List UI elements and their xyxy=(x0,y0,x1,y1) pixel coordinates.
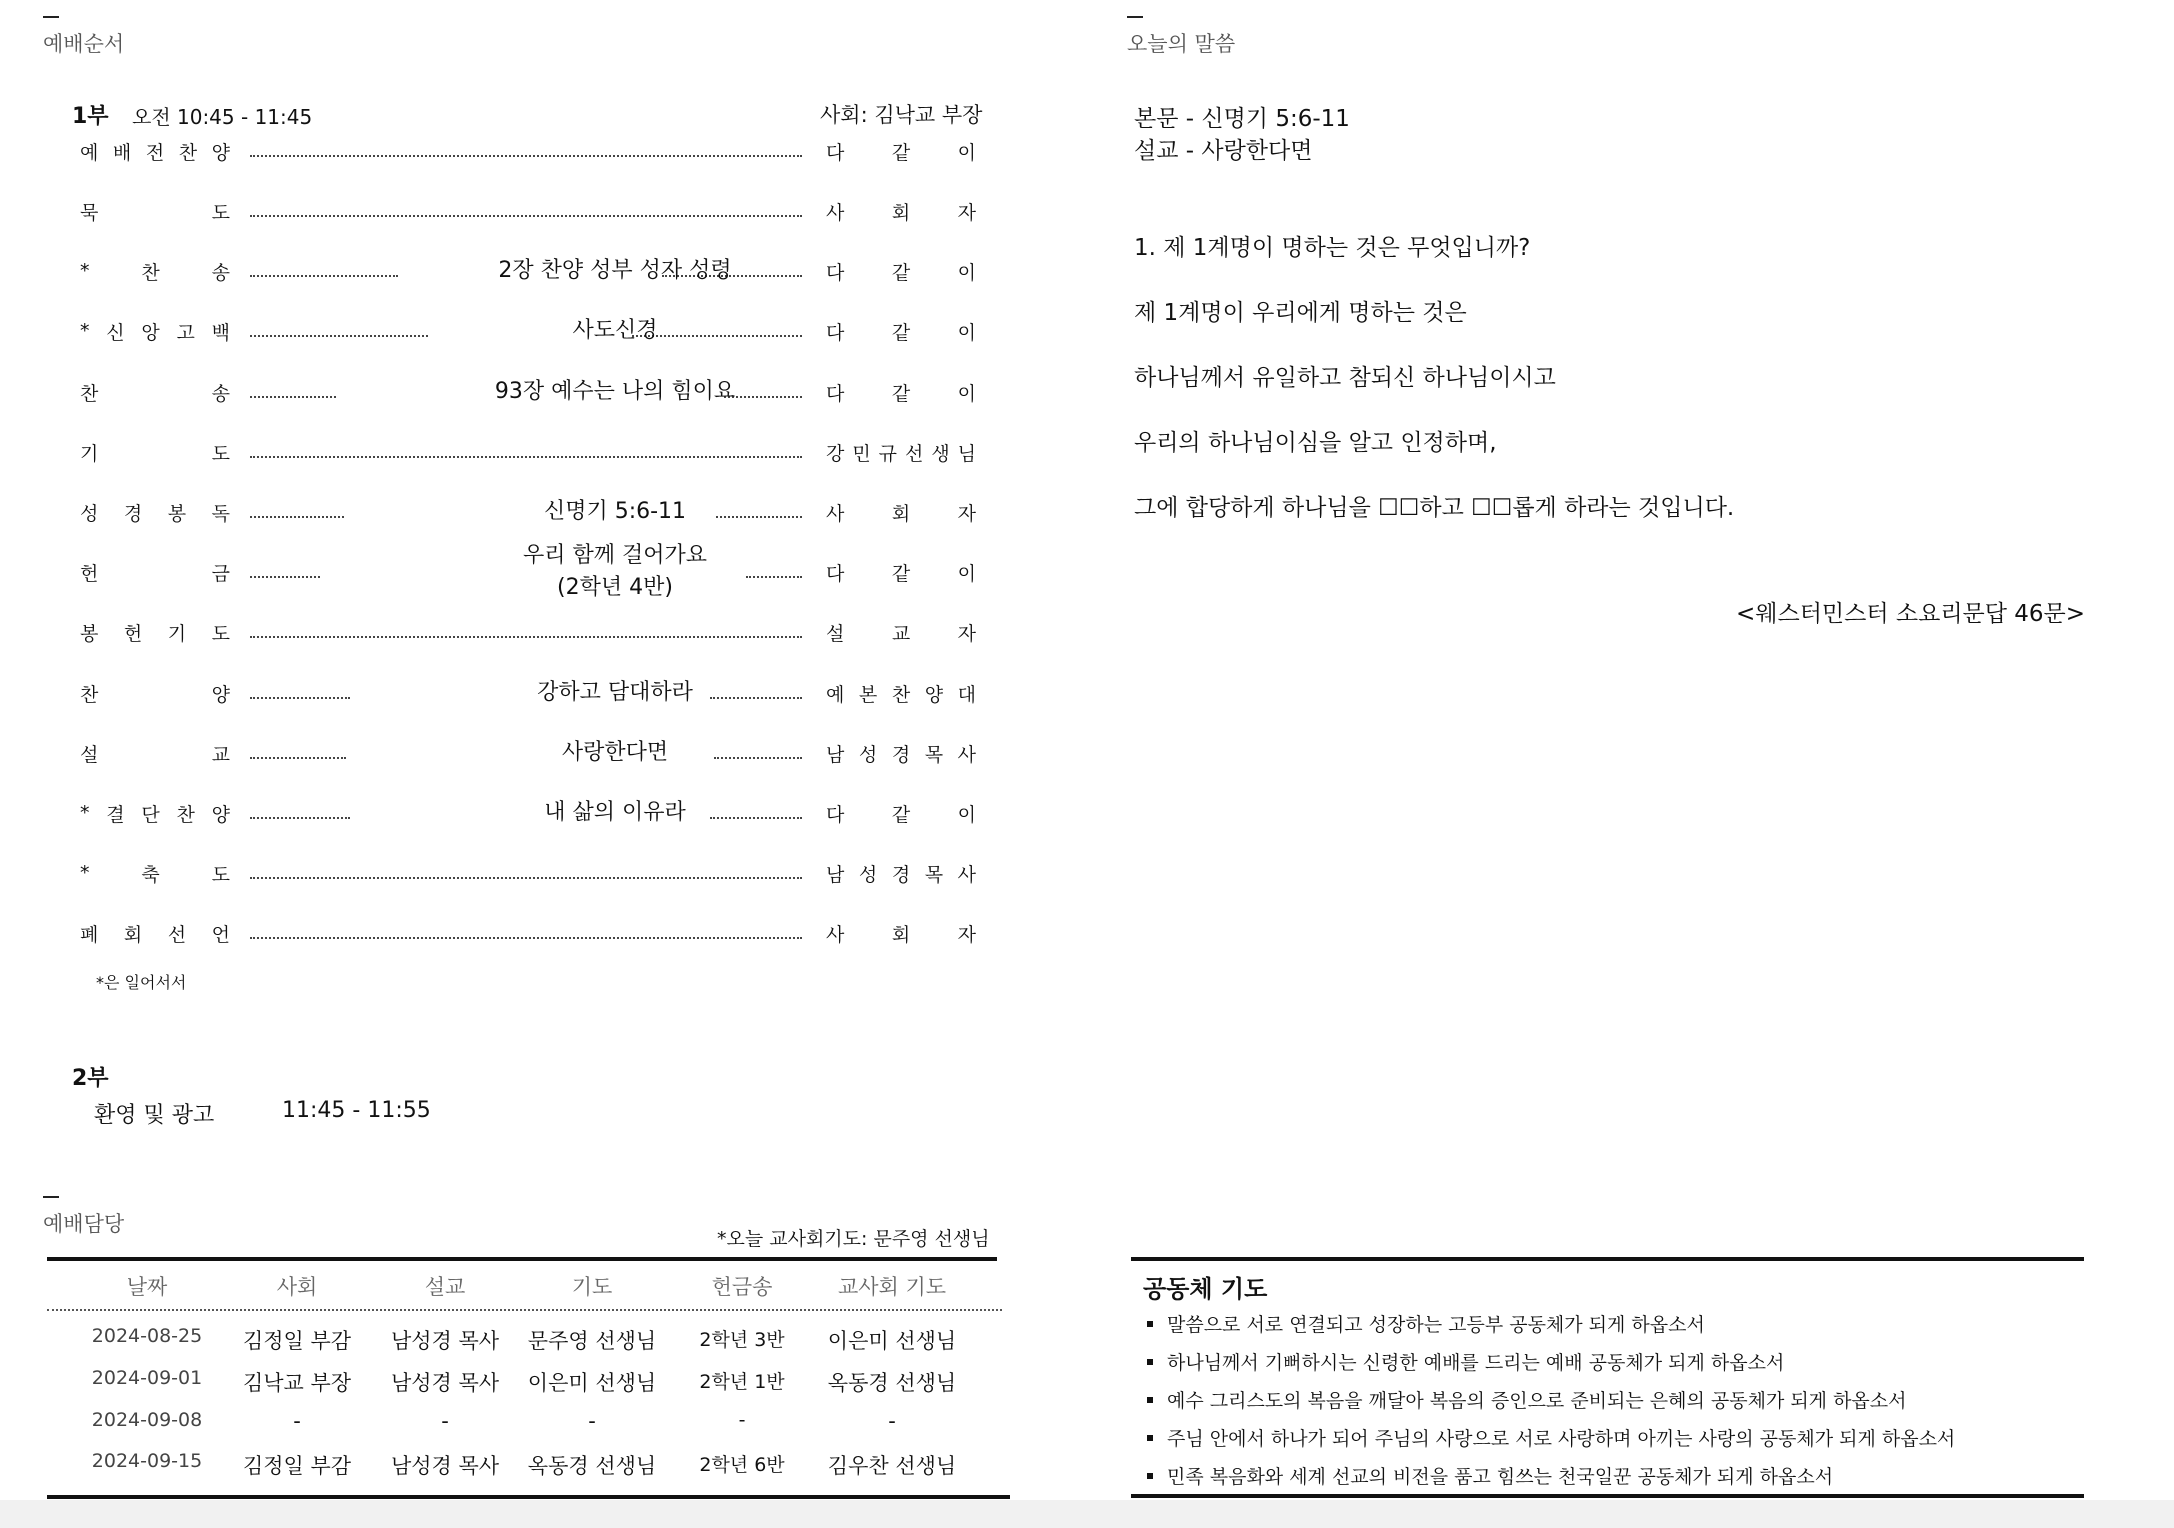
order-item-content: 내 삶의 이유라 xyxy=(544,800,686,825)
order-item-name: 묵 도 xyxy=(80,201,230,224)
order-row xyxy=(80,251,980,291)
table-cell: 2024-08-25 xyxy=(91,1325,203,1347)
order-item-leader: 다 같 이 xyxy=(826,382,976,405)
order-item-content: 사랑한다면 xyxy=(561,740,669,765)
prayer-item xyxy=(1147,1462,1833,1489)
sermon-title: 설교 - 사랑한다면 xyxy=(1134,138,1313,164)
order-row xyxy=(80,432,980,472)
prayer-item-text: 주님 안에서 하나가 되어 주님의 사랑으로 서로 사랑하며 아끼는 사랑의 공동체가 되게 하옵소서 xyxy=(1167,1428,1956,1450)
table-cell: 2024-09-08 xyxy=(91,1409,203,1431)
order-item-leader: 설 교 자 xyxy=(826,622,976,645)
part1-time: 오전 10:45 - 11:45 xyxy=(132,105,313,129)
order-item-name: 설 교 xyxy=(80,743,230,766)
table-cell: 김우찬 선생님 xyxy=(827,1454,957,1478)
table-cell: 김정일 부감 xyxy=(242,1329,352,1353)
dot-leader xyxy=(250,817,350,819)
part1-host: 사회: 김낙교 부장 xyxy=(820,103,983,127)
table-cell: - xyxy=(588,1409,596,1433)
order-row xyxy=(80,853,980,893)
order-row xyxy=(80,913,980,953)
order-item-name: * 결 단 찬 양 xyxy=(80,802,230,826)
order-item-name: * 신 앙 고 백 xyxy=(80,320,230,344)
order-item-leader: 다 같 이 xyxy=(826,141,976,164)
order-item-leader: 강 민 규 선 생 님 xyxy=(826,442,976,465)
catechism-answer-line: 제 1계명이 우리에게 명하는 것은 xyxy=(1134,300,1467,326)
order-row xyxy=(80,612,980,652)
table-top-rule xyxy=(47,1257,997,1261)
dot-leader xyxy=(250,757,346,759)
order-row xyxy=(80,131,980,171)
bullet-icon xyxy=(1147,1321,1153,1327)
standing-note: *은 일어서서 xyxy=(96,973,187,992)
schedule-section-title: 예배담당 xyxy=(43,1212,125,1236)
catechism-answer-line: 우리의 하나님이심을 알고 인정하며, xyxy=(1134,430,1497,456)
catechism-answer-line: 하나님께서 유일하고 참되신 하나님이시고 xyxy=(1134,365,1556,391)
table-cell: 옥동경 선생님 xyxy=(827,1371,957,1395)
table-cell: 2학년 3반 xyxy=(699,1329,785,1351)
bullet-icon xyxy=(1147,1473,1153,1479)
order-item-name: * 찬 송 xyxy=(80,260,230,284)
order-item-content: 사도신경 xyxy=(572,318,658,343)
table-cell: 2학년 1반 xyxy=(699,1371,785,1393)
section-tick xyxy=(1127,16,1143,18)
order-row xyxy=(80,372,980,412)
order-item-content: 신명기 5:6-11 xyxy=(543,499,687,524)
prayer-item-text: 민족 복음화와 세계 선교의 비전을 품고 힘쓰는 천국일꾼 공동체가 되게 하옵소서 xyxy=(1167,1466,1834,1488)
bullet-icon xyxy=(1147,1397,1153,1403)
table-header-cell: 기도 xyxy=(571,1275,613,1299)
order-item-name: 기 도 xyxy=(80,442,230,465)
table-header-cell: 설교 xyxy=(424,1275,466,1299)
order-row xyxy=(80,311,980,351)
order-item-content: 93장 예수는 나의 힘이요 xyxy=(494,379,736,404)
table-header-cell: 사회 xyxy=(276,1275,318,1299)
table-cell: 남성경 목사 xyxy=(390,1454,500,1478)
table-cell: 김낙교 부장 xyxy=(242,1371,352,1395)
dot-leader xyxy=(250,155,802,157)
dot-leader xyxy=(250,697,350,699)
prayer-item xyxy=(1147,1386,1907,1413)
table-header-divider xyxy=(47,1309,1002,1311)
table-cell: - xyxy=(293,1409,301,1433)
prayer-bottom-rule xyxy=(1131,1494,2084,1498)
table-cell: 옥동경 선생님 xyxy=(527,1454,657,1478)
table-cell: 2학년 6반 xyxy=(699,1454,785,1476)
table-header-cell: 헌금송 xyxy=(711,1275,773,1299)
order-section-title: 예배순서 xyxy=(43,32,125,56)
table-cell: 이은미 선생님 xyxy=(527,1371,657,1395)
order-item-name: 예 배 전 찬 양 xyxy=(80,141,230,164)
prayer-item-text: 하나님께서 기뻐하시는 신령한 예배를 드리는 예배 공동체가 되게 하옵소서 xyxy=(1167,1352,1785,1374)
catechism-answer-line: 그에 합당하게 하나님을 ☐☐하고 ☐☐롭게 하라는 것입니다. xyxy=(1134,495,1735,521)
order-item-content: 강하고 담대하라 xyxy=(537,680,693,705)
order-item-name: 헌 금 xyxy=(80,562,230,585)
table-cell: - xyxy=(441,1409,449,1433)
section-tick xyxy=(43,1196,59,1198)
order-item-content: 2장 찬양 성부 성자 성령 xyxy=(498,258,732,283)
part2-label: 2부 xyxy=(72,1066,109,1091)
dot-leader xyxy=(250,516,344,518)
order-item-name: 찬 양 xyxy=(80,683,230,706)
order-item-content: 우리 함께 걸어가요 (2학년 4반) xyxy=(522,543,707,600)
dot-leader xyxy=(250,576,320,578)
order-item-leader: 다 같 이 xyxy=(826,803,976,826)
table-header-cell: 날짜 xyxy=(126,1275,168,1299)
order-item-leader: 다 같 이 xyxy=(826,261,976,284)
prayer-title: 공동체 기도 xyxy=(1143,1275,1268,1303)
bullet-icon xyxy=(1147,1359,1153,1365)
order-item-leader: 사 회 자 xyxy=(826,502,976,525)
catechism-question: 1. 제 1계명이 명하는 것은 무엇입니까? xyxy=(1134,235,1531,261)
order-row xyxy=(80,673,980,713)
table-header-cell: 교사회 기도 xyxy=(837,1275,947,1299)
prayer-item-text: 예수 그리스도의 복음을 깨달아 복음의 증인으로 준비되는 은혜의 공동체가 되게 하옵소서 xyxy=(1167,1390,1907,1412)
teacher-prayer-note: *오늘 교사회기도: 문주영 선생님 xyxy=(717,1228,990,1250)
dot-leader xyxy=(250,456,802,458)
table-cell: 문주영 선생님 xyxy=(527,1329,657,1353)
order-item-leader: 다 같 이 xyxy=(826,562,976,585)
page-footer-band xyxy=(0,1500,2174,1528)
catechism-source: <웨스터민스터 소요리문답 46문> xyxy=(1736,601,2086,627)
order-item-name: * 축 도 xyxy=(80,862,230,886)
prayer-item xyxy=(1147,1424,1955,1451)
order-row xyxy=(80,543,980,600)
order-item-leader: 사 회 자 xyxy=(826,923,976,946)
table-cell: 2024-09-15 xyxy=(91,1450,203,1472)
order-item-name: 봉 헌 기 도 xyxy=(80,622,230,645)
dot-leader xyxy=(250,636,802,638)
section-tick xyxy=(43,16,59,18)
dot-leader xyxy=(250,215,802,217)
word-section-title: 오늘의 말씀 xyxy=(1127,32,1236,56)
dot-leader xyxy=(250,877,802,879)
order-row xyxy=(80,793,980,833)
table-cell: 2024-09-01 xyxy=(91,1367,203,1389)
order-item-leader: 예 본 찬 양 대 xyxy=(826,683,976,706)
table-cell: 남성경 목사 xyxy=(390,1329,500,1353)
order-item-name: 폐 회 선 언 xyxy=(80,923,230,946)
dot-leader xyxy=(250,937,802,939)
order-row xyxy=(80,191,980,231)
part2-time: 11:45 - 11:55 xyxy=(282,1098,431,1123)
order-item-name: 찬 송 xyxy=(80,382,230,405)
table-cell: - xyxy=(888,1409,896,1433)
prayer-top-rule xyxy=(1131,1257,2084,1261)
order-item-leader: 사 회 자 xyxy=(826,201,976,224)
table-cell: - xyxy=(738,1409,746,1431)
bullet-icon xyxy=(1147,1435,1153,1441)
order-item-leader: 남 성 경 목 사 xyxy=(826,863,976,886)
order-item-leader: 남 성 경 목 사 xyxy=(826,743,976,766)
table-cell: 남성경 목사 xyxy=(390,1371,500,1395)
order-item-leader: 다 같 이 xyxy=(826,321,976,344)
table-cell: 이은미 선생님 xyxy=(827,1329,957,1353)
scripture-reference: 본문 - 신명기 5:6-11 xyxy=(1134,106,1350,132)
table-cell: 김정일 부감 xyxy=(242,1454,352,1478)
prayer-item-text: 말씀으로 서로 연결되고 성장하는 고등부 공동체가 되게 하옵소서 xyxy=(1167,1314,1705,1336)
order-row xyxy=(80,492,980,532)
order-row xyxy=(80,733,980,773)
part1-label: 1부 xyxy=(72,104,109,129)
dot-leader xyxy=(250,396,336,398)
part2-item: 환영 및 광고 xyxy=(94,1103,215,1128)
order-item-name: 성 경 봉 독 xyxy=(80,502,230,525)
table-bottom-rule xyxy=(47,1495,1010,1499)
dot-leader xyxy=(250,275,398,277)
prayer-item xyxy=(1147,1348,1784,1375)
prayer-item xyxy=(1147,1310,1705,1337)
